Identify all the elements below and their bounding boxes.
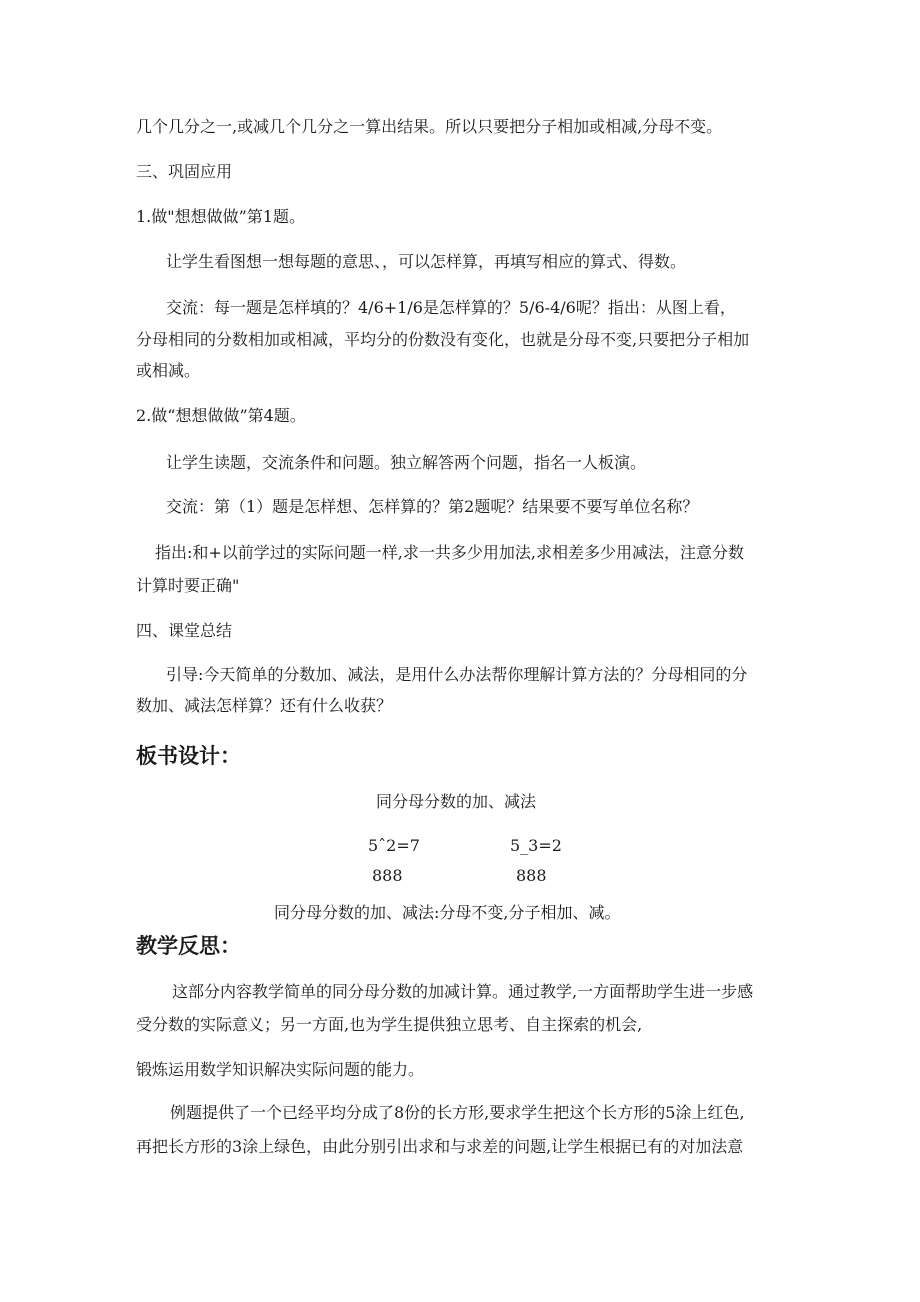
section-heading-consolidation: 三、巩固应用: [136, 162, 233, 181]
board-title: 同分母分数的加、减法: [376, 792, 537, 811]
board-denominator-add: 888: [372, 866, 403, 885]
board-equation-subtract: 5_3=2: [510, 836, 562, 855]
paragraph-line: 再把长方形的3涂上绿色，由此分别引出求和与求差的问题,让学生根据已有的对加法意: [136, 1137, 744, 1156]
paragraph-line: 数加、减法怎样算？还有什么收获？: [136, 696, 393, 715]
reflection-heading: 教学反思：: [136, 933, 241, 958]
paragraph-line: 计算时要正确": [136, 576, 240, 595]
paragraph-line: 受分数的实际意义；另一方面,也为学生提供独立思考、自主探索的机会,: [136, 1015, 643, 1034]
paragraph-line: 指出:和+以前学过的实际问题一样,求一共多少用加法,求相差多少用减法，注意分数: [155, 543, 744, 562]
paragraph-line: 分母相同的分数相加或相减，平均分的份数没有变化，也就是分母不变,只要把分子相加: [136, 330, 750, 349]
paragraph-line: 例题提供了一个已经平均分成了8份的长方形,要求学生把这个长方形的5涂上红色,: [170, 1103, 745, 1122]
exercise-4-title: 2.做“想想做做”第4题。: [136, 406, 306, 425]
paragraph-line: 这部分内容教学简单的同分母分数的加减计算。通过教学,一方面帮助学生进一步感: [172, 982, 754, 1001]
paragraph-line: 锻炼运用数学知识解决实际问题的能力。: [136, 1060, 425, 1079]
paragraph-line: 引导:今天简单的分数加、减法，是用什么办法帮你理解计算方法的？分母相同的分: [166, 665, 748, 684]
paragraph-line: 让学生看图想一想每题的意思、，可以怎样算，再填写相应的算式、得数。: [166, 252, 687, 271]
paragraph-line: 交流：第（1）题是怎样想、怎样算的？第2题呢？结果要不要写单位名称？: [166, 497, 699, 516]
board-denominator-subtract: 888: [516, 866, 547, 885]
board-design-heading: 板书设计：: [136, 743, 241, 768]
board-rule: 同分母分数的加、减法:分母不变,分子相加、减。: [274, 903, 621, 922]
paragraph-line: 或相减。: [136, 361, 201, 380]
section-heading-summary: 四、课堂总结: [136, 621, 233, 640]
paragraph-line: 几个几分之一,或减几个几分之一算出结果。所以只要把分子相加或相减,分母不变。: [136, 117, 723, 136]
paragraph-line: 交流：每一题是怎样填的？4/6+1/6是怎样算的？5/6-4/6呢？指出：从图上看，: [166, 298, 736, 317]
board-equation-add: 5ˆ2=7: [368, 836, 420, 855]
exercise-1-title: 1.做"想想做做”第1题。: [136, 207, 305, 226]
paragraph-line: 让学生读题，交流条件和问题。独立解答两个问题，指名一人板演。: [166, 453, 647, 472]
